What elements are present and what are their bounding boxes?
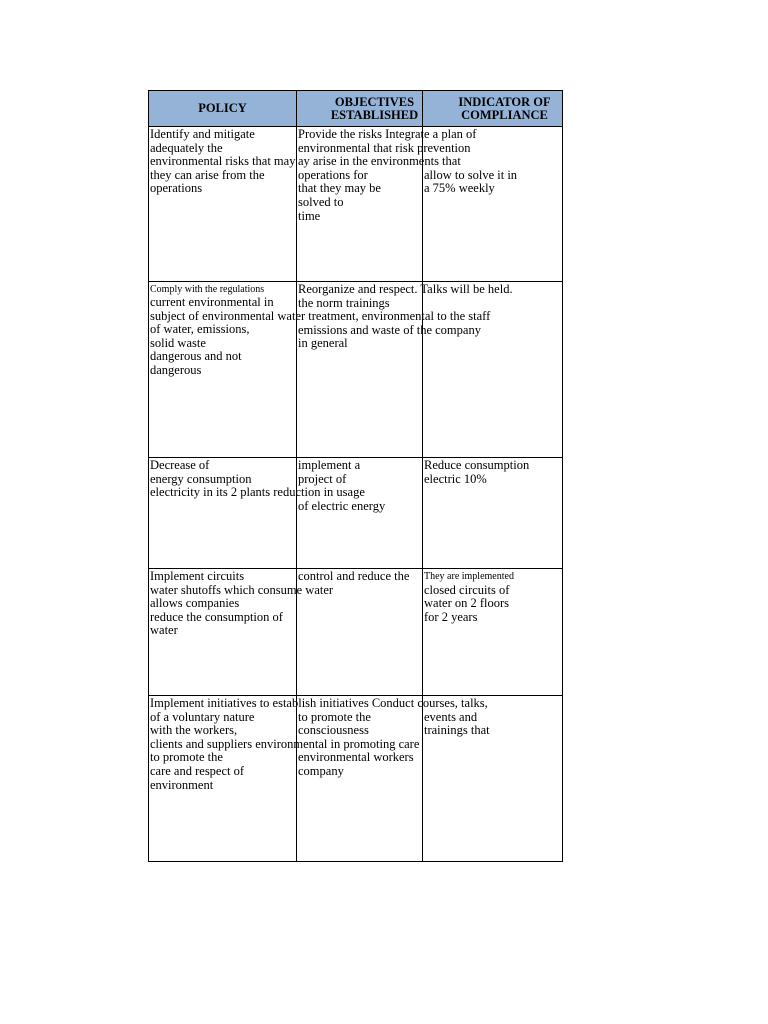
cell-line: care and respect of	[150, 763, 245, 778]
cell-line: Reorganize and respect. Talks will be held.	[298, 282, 513, 296]
header-row	[149, 91, 563, 127]
cell-line: water	[150, 623, 178, 638]
cell-line: solid waste	[150, 335, 206, 350]
header-policy	[149, 91, 297, 127]
cell-line: allows companies	[150, 596, 240, 611]
cell-line: They are implemented	[424, 571, 514, 582]
cell-line: consciousness	[298, 723, 369, 738]
table-row	[149, 282, 563, 458]
cell-objectives	[297, 696, 423, 862]
cell-line	[424, 142, 562, 156]
cell-line	[424, 738, 562, 752]
header-indicator-line: COMPLIANCE	[461, 107, 548, 122]
cell-line: energy consumption	[150, 471, 252, 486]
cell-policy	[149, 569, 334, 696]
table-row	[149, 127, 563, 282]
cell-line: Provide the risks Integrate a plan of	[298, 127, 477, 141]
cell-line: environmental workers	[298, 750, 414, 765]
cell-line: Comply with the regulations	[150, 284, 265, 295]
cell-indicator	[423, 282, 563, 458]
cell-objectives	[297, 458, 423, 569]
cell-line: a 75% weekly	[424, 181, 495, 196]
cell-line: in general	[298, 336, 348, 351]
cell-line: clients and suppliers environmental in promoting care	[150, 736, 420, 751]
cell-line: control and reduce the	[298, 569, 410, 583]
cell-line: environment	[150, 777, 214, 792]
cell-line	[298, 486, 422, 500]
cell-line	[298, 738, 422, 752]
header-indicator	[423, 91, 563, 127]
cell-line: current environmental in	[150, 295, 274, 309]
cell-line: solved to	[298, 194, 344, 209]
cell-line	[298, 310, 422, 324]
cell-line: subject of environmental water treatment, environmental to the staff	[150, 308, 491, 323]
cell-line	[298, 697, 422, 711]
cell-line: water on 2 floors	[424, 596, 510, 611]
cell-line	[424, 697, 562, 711]
cell-line: allow to solve it in	[424, 167, 518, 182]
header-policy-label: POLICY	[198, 101, 247, 115]
cell-line: emissions and waste of the company	[298, 322, 481, 337]
cell-line: Implement initiatives to establish initiatives Conduct courses, talks,	[150, 696, 488, 710]
cell-line: time	[298, 208, 321, 223]
cell-line: electricity in its 2 plants reduction in usage	[150, 485, 365, 500]
cell-line: that they may be	[298, 181, 381, 196]
cell-line: they can arise from the	[150, 167, 265, 182]
cell-line: adequately the	[150, 140, 223, 155]
cell-line: dangerous	[150, 362, 202, 377]
cell-line: the norm trainings	[298, 295, 390, 310]
cell-line: water shutoffs which consume water	[150, 582, 334, 597]
policy-table	[148, 90, 563, 862]
cell-line: reduce the consumption of	[150, 609, 283, 624]
cell-line: with the workers,	[150, 723, 238, 738]
cell-line: Identify and mitigate	[150, 127, 255, 141]
cell-line: operations	[150, 181, 203, 196]
cell-policy	[149, 127, 297, 282]
cell-line: for 2 years	[424, 609, 478, 624]
cell-line: of electric energy	[298, 498, 386, 513]
table-row	[149, 696, 563, 862]
cell-indicator	[423, 569, 563, 696]
cell-line: of a voluntary nature	[150, 709, 255, 724]
table-row	[149, 458, 563, 569]
cell-line: electric 10%	[424, 471, 487, 486]
cell-line: dangerous and not	[150, 349, 242, 364]
cell-indicator	[423, 696, 563, 862]
cell-line: closed circuits of	[424, 582, 510, 597]
header-objectives-line: OBJECTIVES	[334, 94, 415, 109]
header-indicator-line: INDICATOR OF	[458, 94, 551, 109]
cell-line	[424, 128, 562, 142]
header-objectives-line: ESTABLISHED	[330, 107, 419, 122]
cell-indicator	[423, 127, 563, 282]
cell-line: operations for	[298, 167, 368, 182]
table-row	[149, 569, 563, 696]
cell-line: implement a	[298, 458, 361, 472]
cell-line: of water, emissions,	[150, 322, 250, 337]
header-objectives	[297, 91, 423, 127]
cell-line: Decrease of	[150, 458, 210, 472]
cell-line: ay arise in the environments that	[298, 154, 461, 169]
cell-line: to promote the	[298, 709, 371, 724]
cell-line: company	[298, 763, 344, 778]
cell-line: events and	[424, 709, 478, 724]
cell-line: to promote the	[150, 750, 223, 765]
cell-line: Reduce consumption	[424, 458, 530, 472]
cell-line: project of	[298, 471, 347, 486]
cell-line	[424, 155, 562, 169]
cell-indicator	[423, 458, 563, 569]
cell-line: trainings that	[424, 723, 490, 738]
cell-line: environmental that risk prevention	[298, 140, 471, 155]
cell-line: Implement circuits	[150, 569, 245, 583]
cell-line: environmental risks that may	[150, 154, 296, 169]
